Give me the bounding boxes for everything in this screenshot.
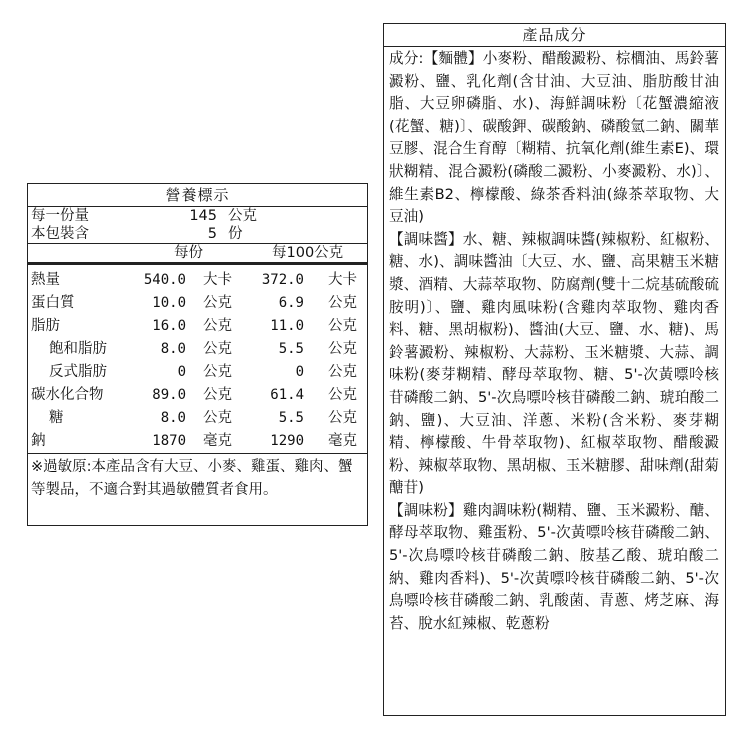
- nutrient-row: [28, 384, 367, 407]
- value-per-100g: 1290: [270, 433, 304, 449]
- nutrient-row: [28, 269, 367, 292]
- serving-size-label: 每一份量: [31, 208, 89, 224]
- nutrient-name: 蛋白質: [31, 295, 75, 311]
- nutrition-facts-panel: [27, 183, 368, 526]
- nutrient-row: [28, 292, 367, 315]
- nutrient-row: [28, 430, 367, 454]
- nutrient-rows: [28, 265, 367, 454]
- nutrient-name: 反式脂肪: [49, 364, 107, 380]
- unit-per-serving: 毫克: [203, 433, 232, 449]
- nutrient-name: 糖: [49, 410, 64, 426]
- value-per-100g: 11.0: [270, 318, 304, 334]
- nutrient-name: 鈉: [31, 433, 46, 449]
- unit-per-100g: 公克: [328, 364, 357, 380]
- serving-size-value: 145: [189, 208, 217, 224]
- ingredients-powder: 【調味粉】雞肉調味粉(糊精、鹽、玉米澱粉、醣、酵母萃取物、雞蛋粉、5'-次黃嘌呤核苷磷酸二鈉、5'-次鳥嘌呤核苷磷酸二鈉、胺基乙酸、琥珀酸二納、雞肉香料)、5'-次黃嘌呤核苷磷酸二鈉、5'-次鳥嘌呤核苷磷酸二鈉、乳酸菌、青蔥、烤芝麻、海苔、脫水紅辣椒、乾蔥粉: [389, 501, 719, 632]
- servings-label: 本包裝含: [31, 226, 89, 242]
- serving-size-unit: 公克: [228, 208, 257, 224]
- serving-size-row: [28, 207, 367, 225]
- value-per-serving: 16.0: [152, 318, 186, 334]
- ingredients-body: [384, 47, 725, 635]
- nutrient-row: [28, 407, 367, 430]
- unit-per-serving: 公克: [203, 341, 232, 357]
- value-per-100g: 61.4: [270, 387, 304, 403]
- nutrient-row: [28, 338, 367, 361]
- unit-per-100g: 毫克: [328, 433, 357, 449]
- unit-per-serving: 公克: [203, 364, 232, 380]
- ingredients-noodle: 成分:【麵體】小麥粉、醋酸澱粉、棕櫚油、馬鈴薯澱粉、鹽、乳化劑(含甘油、大豆油、脂肪酸甘油脂、大豆卵磷脂、水)、海鮮調味粉〔花蟹濃縮液(花蟹、糖)〕、碳酸鉀、碳酸鈉、磷酸氫二鈉、關華豆膠、混合生育醇〔糊精、抗氧化劑(維生素E)、環狀糊精、混合澱粉(磷酸二澱粉、小麥澱粉、水)〕、維生素B2、檸檬酸、綠茶香料油(綠茶萃取物、大豆油): [389, 50, 719, 226]
- ingredients-panel: [383, 23, 726, 716]
- unit-per-100g: 公克: [328, 410, 357, 426]
- servings-value: 5: [207, 226, 217, 242]
- value-per-serving: 540.0: [143, 272, 186, 288]
- value-per-100g: 5.5: [278, 341, 304, 357]
- col-per-serving: 每份: [174, 245, 203, 261]
- unit-per-100g: 公克: [328, 295, 357, 311]
- value-per-100g: 5.5: [278, 410, 304, 426]
- col-per-100g: 每100公克: [272, 245, 344, 261]
- value-per-serving: 1870: [152, 433, 186, 449]
- nutrient-row: [28, 315, 367, 338]
- allergy-note: ※過敏原:本產品含有大豆、小麥、雞蛋、雞肉、蟹等製品，不適合對其過敏體質者食用。: [31, 459, 353, 498]
- value-per-serving: 89.0: [152, 387, 186, 403]
- nutrition-title: 營養標示: [28, 184, 367, 207]
- unit-per-serving: 公克: [203, 387, 232, 403]
- ingredients-title: 產品成分: [384, 24, 725, 47]
- unit-per-100g: 公克: [328, 387, 357, 403]
- value-per-100g: 6.9: [278, 295, 304, 311]
- unit-per-serving: 公克: [203, 410, 232, 426]
- nutrient-name: 熱量: [31, 272, 60, 288]
- nutrient-row: [28, 361, 367, 384]
- unit-per-serving: 公克: [203, 295, 232, 311]
- column-header-row: [28, 244, 367, 262]
- nutrient-name: 碳水化合物: [31, 387, 104, 403]
- unit-per-serving: 大卡: [203, 272, 232, 288]
- value-per-serving: 0: [177, 364, 186, 380]
- value-per-serving: 8.0: [160, 410, 186, 426]
- value-per-serving: 8.0: [160, 341, 186, 357]
- value-per-100g: 372.0: [261, 272, 304, 288]
- unit-per-serving: 公克: [203, 318, 232, 334]
- value-per-100g: 0: [295, 364, 304, 380]
- value-per-serving: 10.0: [152, 295, 186, 311]
- unit-per-100g: 公克: [328, 318, 357, 334]
- unit-per-100g: 大卡: [328, 272, 357, 288]
- ingredients-sauce: 【調味醬】水、糖、辣椒調味醬(辣椒粉、紅椒粉、糖、水)、調味醬油〔大豆、水、鹽、高果糖玉米糖漿、酒精、大蒜萃取物、防腐劑(雙十二烷基硫酸硫胺明)〕、鹽、雞肉風味粉(含雞肉萃取物、雞肉香料、糖、黑胡椒粉)、醬油(大豆、鹽、水、糖)、馬鈴薯澱粉、辣椒粉、大蒜粉、玉米糖漿、大蒜、調味粉(麥芽糊精、酵母萃取物、糖、5'-次黃嘌呤核苷磷酸二鈉、5'-次鳥嘌呤核苷磷酸二鈉、琥珀酸二鈉、鹽)、大豆油、洋蔥、米粉(含米粉、麥芽糊精、檸檬酸、牛骨萃取物)、紅椒萃取物、醋酸澱粉、辣椒萃取物、黑胡椒、玉米糖膠、甜味劑(甜菊醣苷): [389, 230, 719, 497]
- servings-per-package-row: [28, 225, 367, 243]
- nutrient-name: 脂肪: [31, 318, 60, 334]
- unit-per-100g: 公克: [328, 341, 357, 357]
- servings-unit: 份: [228, 226, 243, 242]
- nutrient-name: 飽和脂肪: [49, 341, 107, 357]
